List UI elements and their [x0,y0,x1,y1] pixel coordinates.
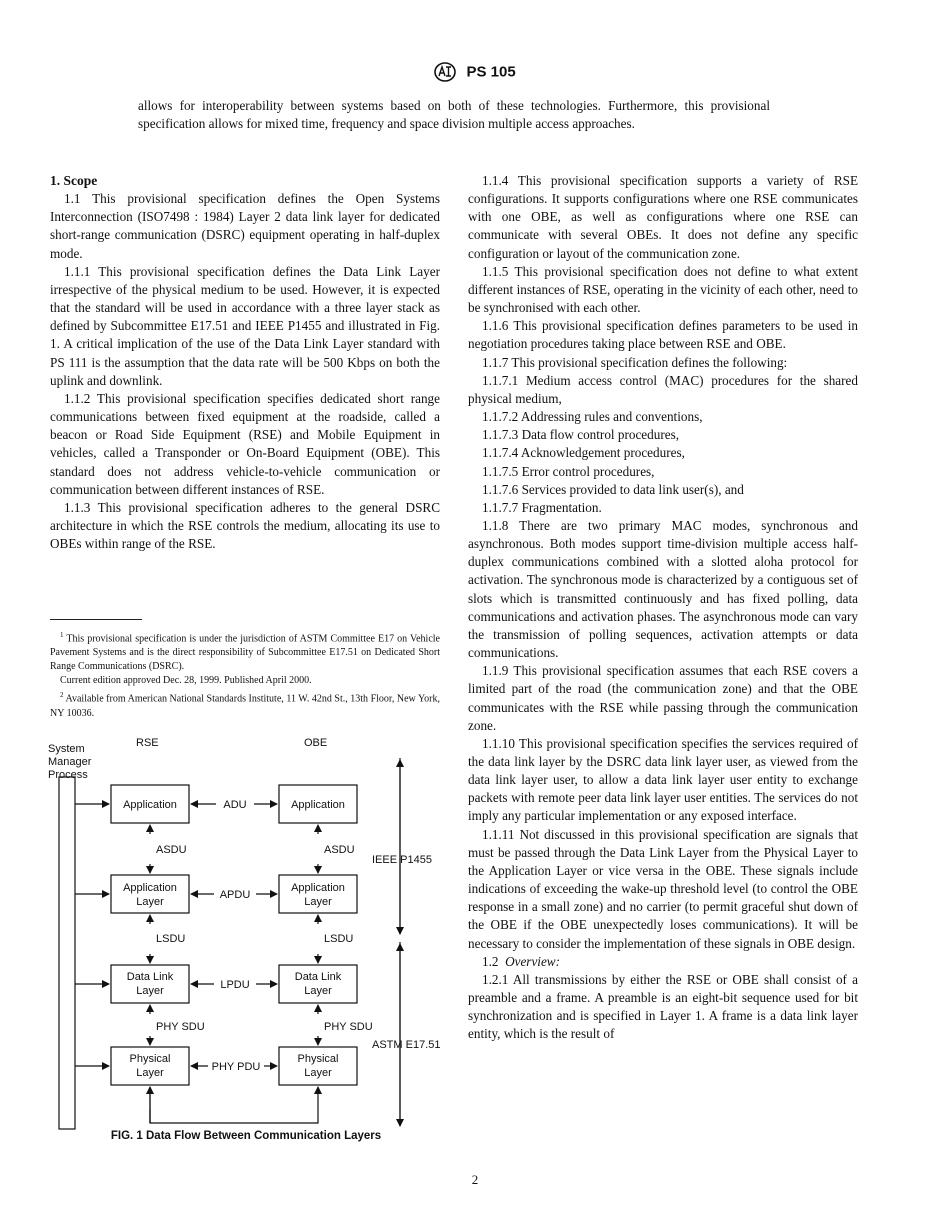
footnote-text: This provisional specification is under the jurisdiction of ASTM Committee E17 on Vehicle Pavement Systems and is the direct responsibility of Subcommittee E17.51 on Dedicated Short Range Communications (DSRC). [50,633,440,673]
list-item: 1.1.7.3 Data flow control procedures, [482,427,680,443]
list-item: 1.1.7.7 Fragmentation. [482,499,602,515]
figure-data-flow [46,730,446,1130]
paragraph: 1.1.4 This provisional specification supports a variety of RSE configurations. It supports configurations where one RSE communicates with one OBE, as well as configurations where one RSE can communicate with several OBEs. It does not define any specific configuration or layout of the communication zone. [468,173,858,261]
footnote-divider [50,619,142,620]
paragraph: 1.1.5 This provisional specification does not define to what extent different instances of RSE, operating in the vicinity of each other, need to be synchronised with each other. [468,263,858,316]
right-column [468,172,858,1044]
paragraph: 1.1 This provisional specification defines the Open Systems Interconnection (ISO7498 : 1984) Layer 2 data link layer for dedicated short-range communication (DSRC) equipment operating in half-duplex mode. [50,191,440,261]
system-manager-bar [59,777,75,1129]
box-label: Physical [297,1053,339,1065]
footnote [50,688,440,720]
box-label: Application [123,799,177,811]
paragraph: 1.1.2 This provisional specification specifies dedicated short range communications between fixed equipment at the roadside, called a beacon or Road Side Equipment (RSE) and Mobile Equipment in vehicles, called a Transponder or On-Board Equipment (OBE). This standard does not address vehicle-to-vehicle communication or communication between different instances of RSE. [50,390,440,497]
intro-paragraph: allows for interoperability between systems based on both of these technologies. Furthermore, this provisional specification allows for mixed time, frequency and space division multiple access approaches. [138,98,770,131]
overview-number: 1.2 [482,953,499,969]
box-label: Application [291,882,345,894]
figure-caption: FIG. 1 Data Flow Between Communication Layers [110,1130,382,1142]
box-label: Application [291,799,345,811]
left-column [50,172,440,553]
list-item: 1.1.7.6 Services provided to data link user(s), and [482,481,744,497]
paragraph: 1.1.1 This provisional specification defines the Data Link Layer irrespective of the physical medium to be used. However, it is expected that the standard will be used in accordance with a three layer stack as defined by Subcommittee E17.51 and IEEE P1455 and illustrated in Fig. 1. A critical implication of the use of the Data Link Layer standard with PS 111 is the assumption that the data rate will be 500 Kbps on both the uplink and downlink. [50,263,440,388]
paragraph: 1.1.8 There are two primary MAC modes, synchronous and asynchronous. Both modes support time-division multiple access half-duplex communications combined with a slotted aloha protocol for activation. The synchronous mode is characterized by a contiguous set of slots which is transmitted continuously and has fixed polling, data communications and activation phases. The asynchronous mode can vary the transmission of polling sequences, activation attempts or data communications. [468,517,858,661]
section-heading-overview [468,953,858,971]
box-label: Layer [136,985,164,997]
box-label: Layer [304,896,332,908]
paragraph: 1.1.6 This provisional specification defines parameters to be used in negotiation procedures taking place between RSE and OBE. [468,318,858,352]
footnote-mark: 1 [60,631,64,639]
box-label: Data Link [294,971,342,983]
unit-label: ADU [223,799,247,811]
footnote [50,628,440,674]
unit-label: PHY SDU [324,1021,373,1033]
footnotes [50,628,440,721]
obe-column-label: OBE [304,737,328,749]
unit-label: PHY PDU [211,1061,261,1073]
unit-label: LPDU [220,979,250,991]
box-label: Layer [304,985,332,997]
list-item: 1.1.7.1 Medium access control (MAC) procedures for the shared physical medium, [468,372,858,406]
unit-label: LSDU [324,933,354,945]
paragraph: 1.1.11 Not discussed in this provisional specification are signals that must be passed through the Data Link Layer from the Physical Layer to the Application Layer or vice versa in the OBE. These signals include indications of exceeding the wake-up threshold level (to control the OBE response in a small zone) and no carrier (to permit graceful shut down of the OBE if the OBE unexpectedly loses communications). It will be necessary to consider the implementation of these signals in OBE design. [468,826,858,951]
footnote-text: Available from American National Standards Institute, 11 W. 42nd St., 13th Floor, New York, NY 10036. [50,693,440,719]
paragraph: 1.1.9 This provisional specification assumes that each RSE covers a limited part of the road (the communication zone) and that the OBE communicates with the RSE while passing through the communication zone. [468,663,858,733]
figure-diagram [46,730,446,1130]
box-label: Physical [129,1053,171,1065]
page-number: 2 [471,1172,479,1187]
unit-label: LSDU [156,933,186,945]
footnote [50,674,440,688]
overview-title: Overview: [505,953,560,969]
unit-label: PHY SDU [156,1021,205,1033]
bracket-label: ASTM E17.51 [372,1039,441,1051]
document-designation: PS 105 [466,63,516,81]
list-item: 1.1.7.5 Error control procedures, [482,463,655,479]
paragraph: 1.2.1 All transmissions by either the RSE or OBE shall consist of a preamble and a frame. A preamble is an eight-bit sequence used for bit synchronization and is specified in Layer 1. A frame is a data link layer entity, which is the result of [468,971,858,1042]
footnote-mark: 2 [60,691,64,700]
system-label: Process [48,769,88,781]
box-label: Layer [136,1067,164,1079]
unit-label: ASDU [324,844,355,856]
page-header [0,62,950,82]
footnote-text: Current edition approved Dec. 28, 1999. Published April 2000. [60,675,312,687]
astm-logo-icon [434,62,456,82]
bracket-label: IEEE P1455 [372,854,432,866]
list-item: 1.1.7.2 Addressing rules and conventions, [482,409,703,425]
box-label: Application [123,882,177,894]
box-label: Layer [304,1067,332,1079]
box-label: Data Link [126,971,174,983]
section-heading-scope: 1. Scope [50,173,98,188]
unit-label: APDU [219,889,251,901]
system-label: Manager [48,756,92,768]
paragraph: 1.1.10 This provisional specification specifies the services required of the data link layer by the DSRC data link layer user, as viewed from the data link layer user, to allow a data link layer user entity to exchange packets with remote peer data link layer user entities. The services do not imply any particular implementation or any exposed interface. [468,735,858,824]
unit-label: ASDU [156,844,187,856]
paragraph: 1.1.7 This provisional specification defines the following: [482,354,788,370]
box-label: Layer [136,896,164,908]
list-item: 1.1.7.4 Acknowledgement procedures, [482,445,685,461]
paragraph: 1.1.3 This provisional specification adheres to the general DSRC architecture in which the RSE controls the medium, allocating its use to OBEs within range of the RSE. [50,499,440,552]
system-label: System [48,743,85,755]
rse-column-label: RSE [136,737,159,749]
